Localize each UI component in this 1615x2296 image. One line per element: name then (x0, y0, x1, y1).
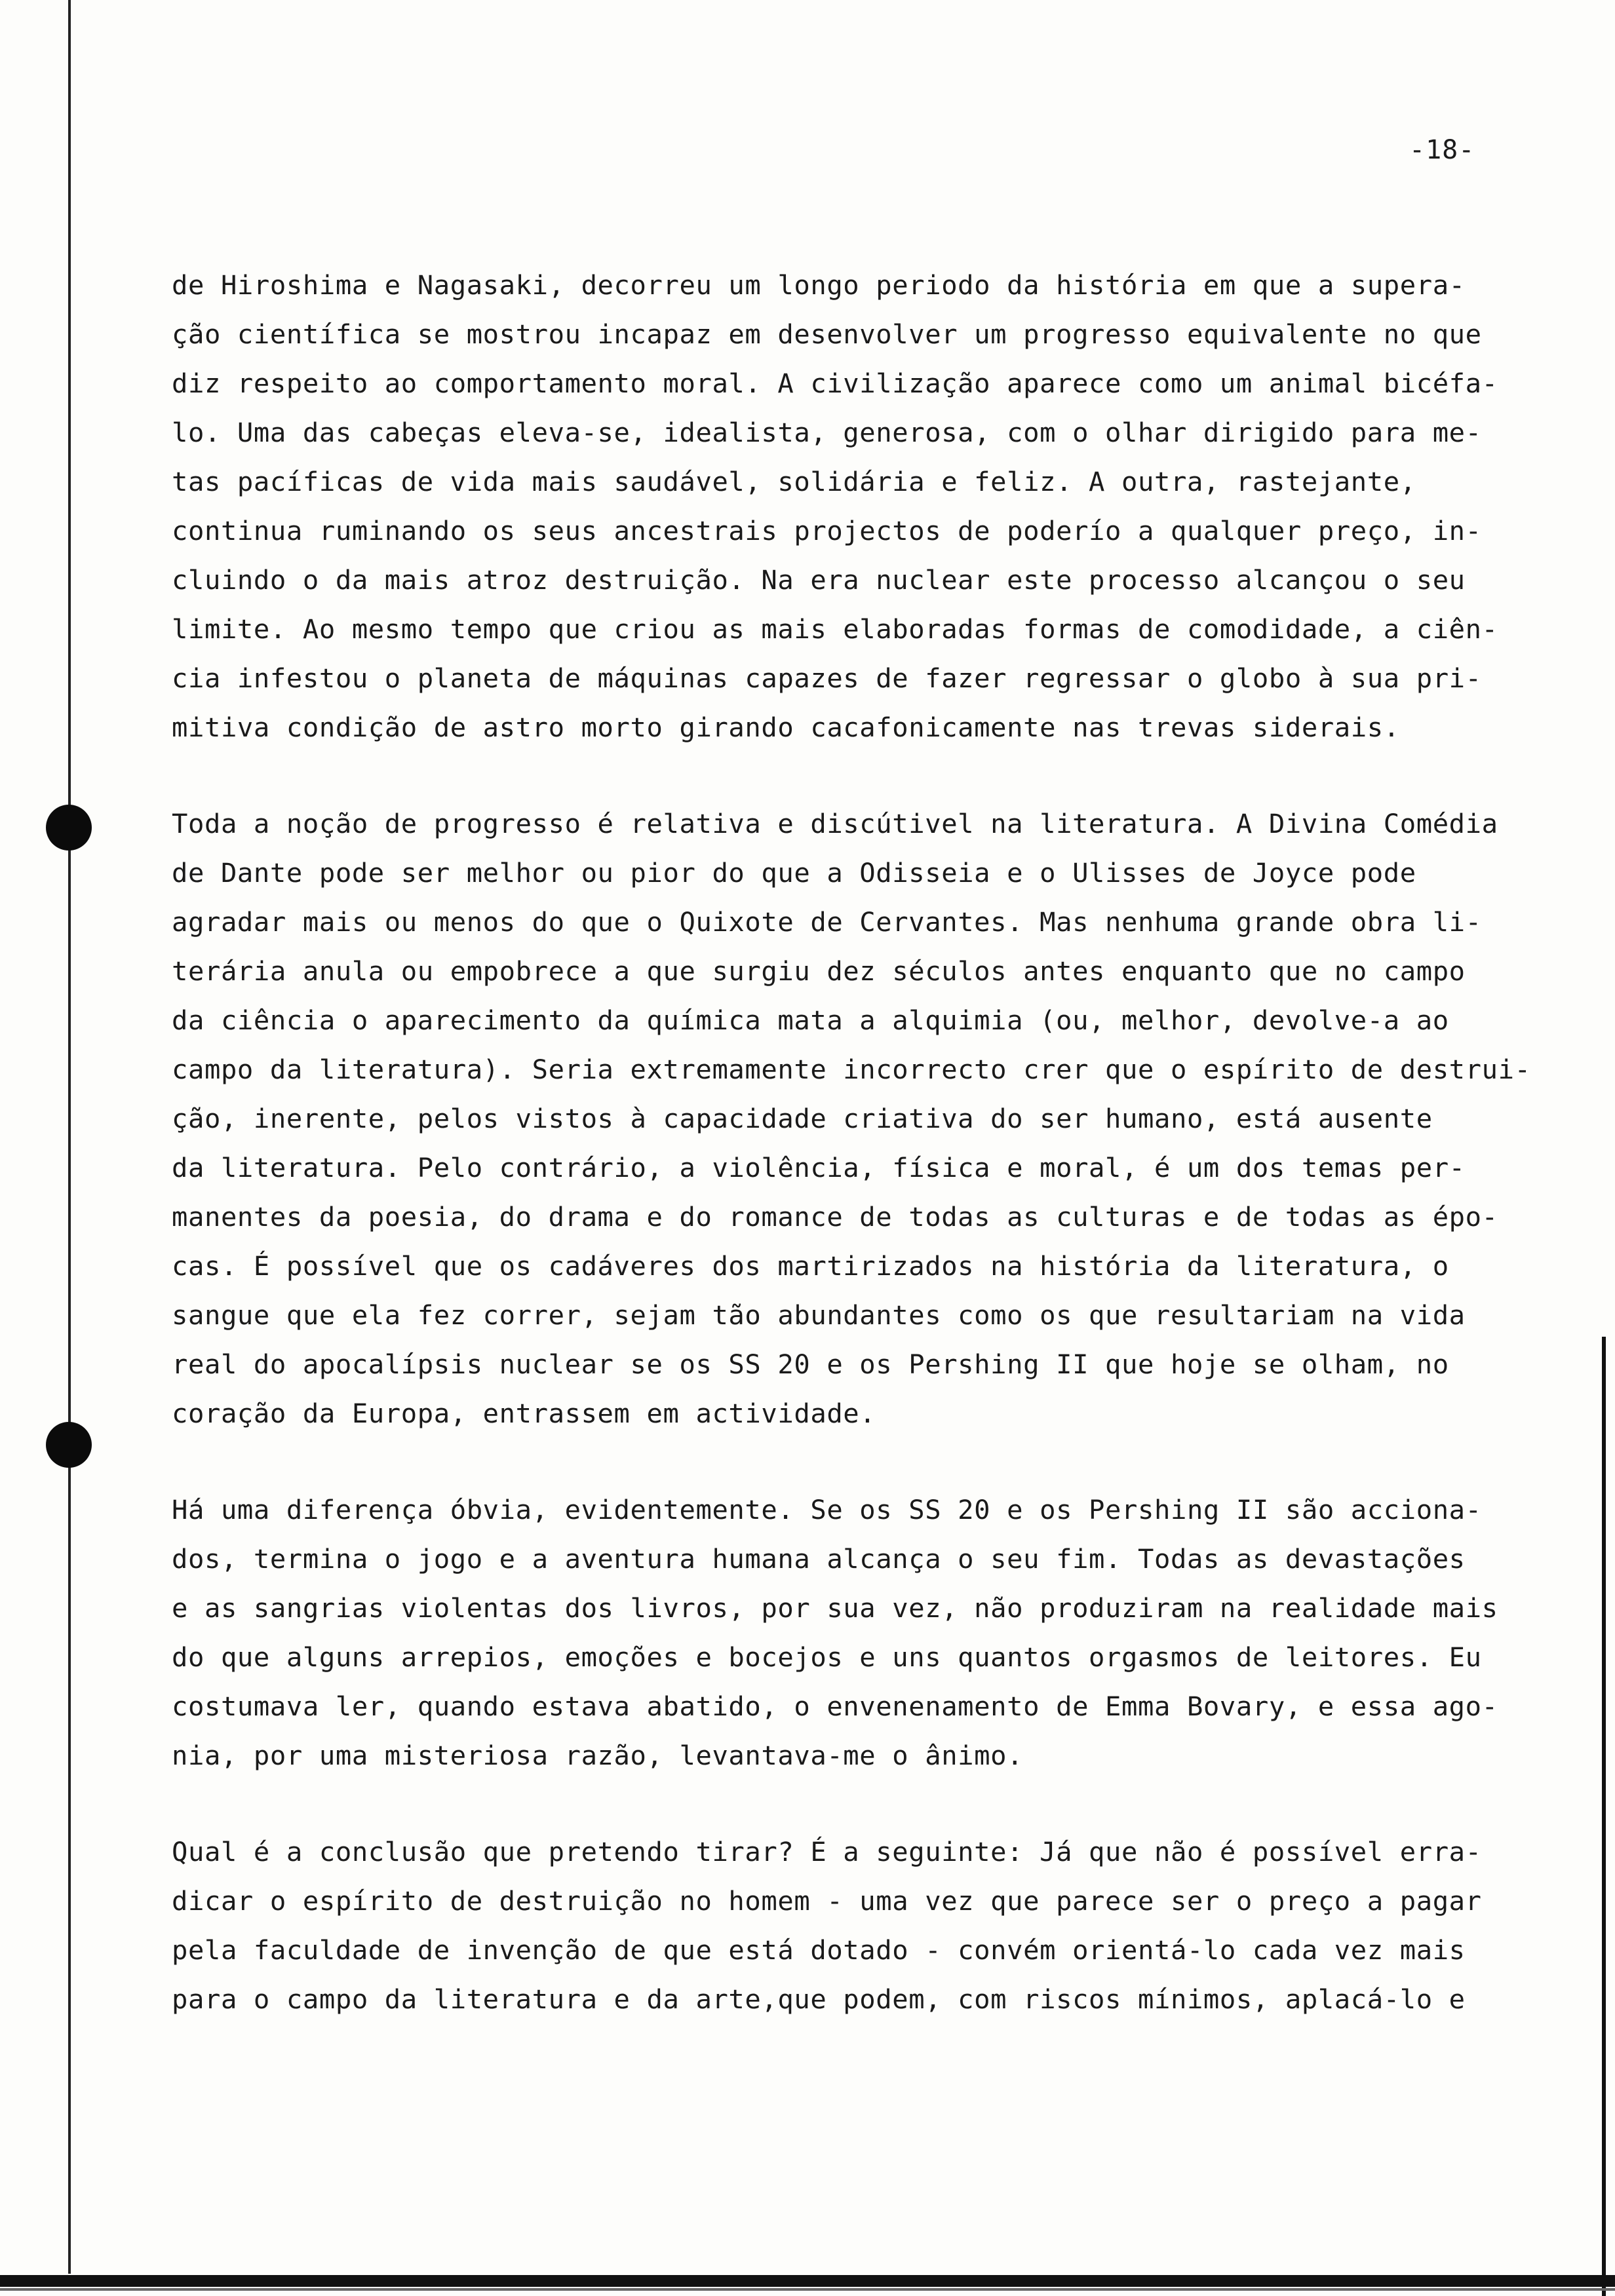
text-line: Toda a noção de progresso é relativa e discútivel na literatura. A Divina Comédia (172, 808, 1498, 839)
left-margin-line (68, 0, 71, 2274)
text-line: cia infestou o planeta de máquinas capazes de fazer regressar o globo à sua pri- (172, 662, 1482, 694)
text-line: campo da literatura). Seria extremamente incorrecto crer que o espírito de destrui- (172, 1054, 1531, 1085)
right-edge-line (1602, 1337, 1606, 2296)
text-line: lo. Uma das cabeças eleva-se, idealista, generosa, com o olhar dirigido para me- (172, 417, 1482, 448)
body-text (172, 261, 1581, 2071)
text-line: Qual é a conclusão que pretendo tirar? É a seguinte: Já que não é possível erra- (172, 1836, 1482, 1867)
text-line: do que alguns arrepios, emoções e bocejos e uns quantos orgasmos de leitores. Eu (172, 1641, 1482, 1673)
text-line: nia, por uma misteriosa razão, levantava-me o ânimo. (172, 1740, 1024, 1771)
text-line: agradar mais ou menos do que o Quixote de Cervantes. Mas nenhuma grande obra li- (172, 906, 1482, 938)
text-line: pela faculdade de invenção de que está dotado - convém orientá-lo cada vez mais (172, 1934, 1466, 1966)
text-line: coração da Europa, entrassem em actividade. (172, 1398, 876, 1429)
page-number: -18- (1409, 135, 1475, 165)
text-line: ção científica se mostrou incapaz em desenvolver um progresso equivalente no que (172, 318, 1482, 350)
text-line: tas pacíficas de vida mais saudável, solidária e feliz. A outra, rastejante, (172, 466, 1416, 497)
bottom-edge-shadow (0, 2288, 1615, 2291)
text-line: de Dante pode ser melhor ou pior do que a Odisseia e o Ulisses de Joyce pode (172, 857, 1416, 889)
text-line: e as sangrias violentas dos livros, por sua vez, não produziram na realidade mais (172, 1592, 1498, 1624)
text-line: cluindo o da mais atroz destruição. Na era nuclear este processo alcançou o seu (172, 564, 1466, 596)
text-line: de Hiroshima e Nagasaki, decorreu um longo periodo da história em que a supera- (172, 269, 1466, 301)
text-line: cas. É possível que os cadáveres dos martirizados na história da literatura, o (172, 1250, 1449, 1282)
text-line: para o campo da literatura e da arte,que podem, com riscos mínimos, aplacá-lo e (172, 1983, 1466, 2015)
bottom-edge-line (0, 2275, 1615, 2287)
punch-hole-icon (46, 1422, 92, 1468)
text-line: costumava ler, quando estava abatido, o envenenamento de Emma Bovary, e essa ago- (172, 1691, 1498, 1722)
paragraph (172, 261, 1581, 752)
text-line: real do apocalípsis nuclear se os SS 20 e os Pershing II que hoje se olham, no (172, 1349, 1449, 1380)
text-line: dos, termina o jogo e a aventura humana alcança o seu fim. Todas as devastações (172, 1543, 1466, 1575)
paragraph (172, 799, 1581, 1438)
text-line: diz respeito ao comportamento moral. A civilização aparece como um animal bicéfa- (172, 368, 1498, 399)
text-line: terária anula ou empobrece a que surgiu dez séculos antes enquanto que no campo (172, 955, 1466, 987)
text-line: sangue que ela fez correr, sejam tão abundantes como os que resultariam na vida (172, 1299, 1466, 1331)
text-line: ção, inerente, pelos vistos à capacidade criativa do ser humano, está ausente (172, 1103, 1433, 1134)
text-line: limite. Ao mesmo tempo que criou as mais elaboradas formas de comodidade, a ciên- (172, 613, 1498, 645)
text-line: manentes da poesia, do drama e do romance de todas as culturas e de todas as épo- (172, 1201, 1498, 1233)
text-line: continua ruminando os seus ancestrais projectos de poderío a qualquer preço, in- (172, 515, 1482, 546)
paragraph (172, 1827, 1581, 2024)
text-line: da ciência o aparecimento da química mata a alquimia (ou, melhor, devolve-a ao (172, 1004, 1449, 1036)
text-line: mitiva condição de astro morto girando cacafonicamente nas trevas siderais. (172, 712, 1400, 743)
punch-hole-icon (46, 805, 92, 851)
text-line: da literatura. Pelo contrário, a violência, física e moral, é um dos temas per- (172, 1152, 1466, 1183)
text-line: dicar o espírito de destruição no homem - uma vez que parece ser o preço a pagar (172, 1885, 1482, 1917)
text-line: Há uma diferença óbvia, evidentemente. Se os SS 20 e os Pershing II são acciona- (172, 1494, 1482, 1525)
paragraph (172, 1485, 1581, 1780)
